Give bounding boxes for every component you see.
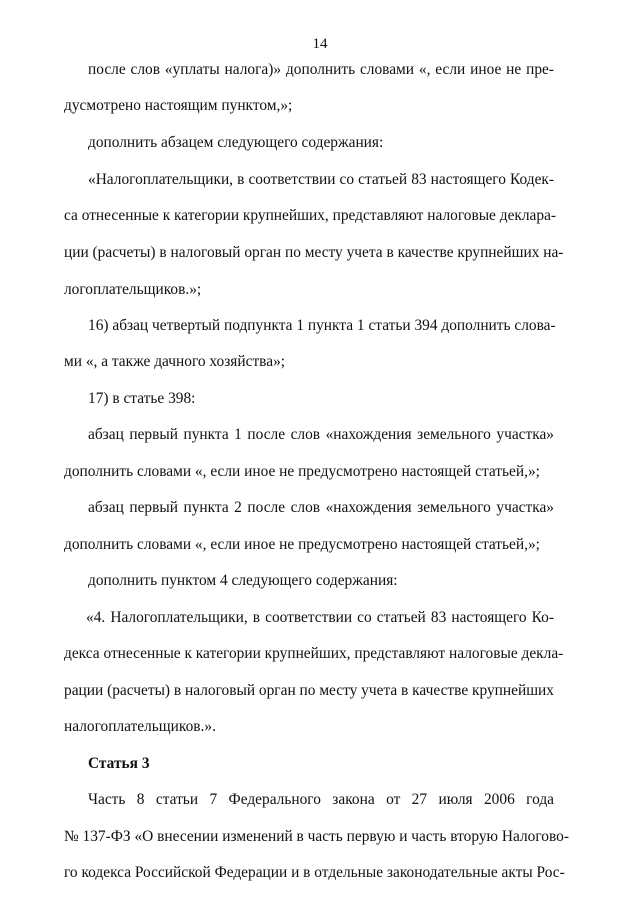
text-line: дусмотрено настоящим пунктом,»; [64,97,293,114]
text-line: декса отнесенные к категории крупнейших, представляют налоговые декла- [64,645,564,662]
text-line: ми «, а также дачного хозяйства»; [64,353,286,370]
text-line: налогоплательщиков.». [64,718,216,735]
text-line: са отнесенные к категории крупнейших, представляют налоговые деклара- [64,207,557,224]
text-line: рации (расчеты) в налоговый орган по месту учета в качестве крупнейших [64,682,554,699]
text-line: 16) абзац четвертый подпункта 1 пункта 1 статьи 394 дополнить слова- [88,317,556,334]
text-line: 17) в статье 398: [88,390,196,407]
text-line: абзац первый пункта 2 после слов «нахождения земельного участка» [88,499,554,516]
text-line: дополнить пунктом 4 следующего содержания: [88,572,398,589]
text-line: абзац первый пункта 1 после слов «нахождения земельного участка» [88,426,554,443]
text-line: го кодекса Российской Федерации и в отдельные законодательные акты Рос- [64,864,565,881]
text-line: дополнить словами «, если иное не предусмотрено настоящей статьей,»; [64,536,540,553]
text-line: дополнить абзацем следующего содержания: [88,134,384,151]
text-line: логоплательщиков.»; [64,281,202,298]
text-line: после слов «уплаты налога)» дополнить словами «, если иное не пре- [88,61,554,78]
text-line: «4. Налогоплательщики, в соответствии со статьей 83 настоящего Ко- [86,609,554,626]
page-number: 14 [312,36,328,52]
text-line: Часть 8 статьи 7 Федерального закона от 27 июля 2006 года [88,791,554,808]
text-line: № 137-ФЗ «О внесении изменений в часть первую и часть вторую Налогово- [64,828,569,845]
article-heading: Статья 3 [88,755,150,772]
text-line: дополнить словами «, если иное не предусмотрено настоящей статьей,»; [64,463,540,480]
text-line: «Налогоплательщики, в соответствии со статьей 83 настоящего Кодек- [88,171,554,188]
text-line: ции (расчеты) в налоговый орган по месту учета в качестве крупнейших на- [64,244,564,261]
